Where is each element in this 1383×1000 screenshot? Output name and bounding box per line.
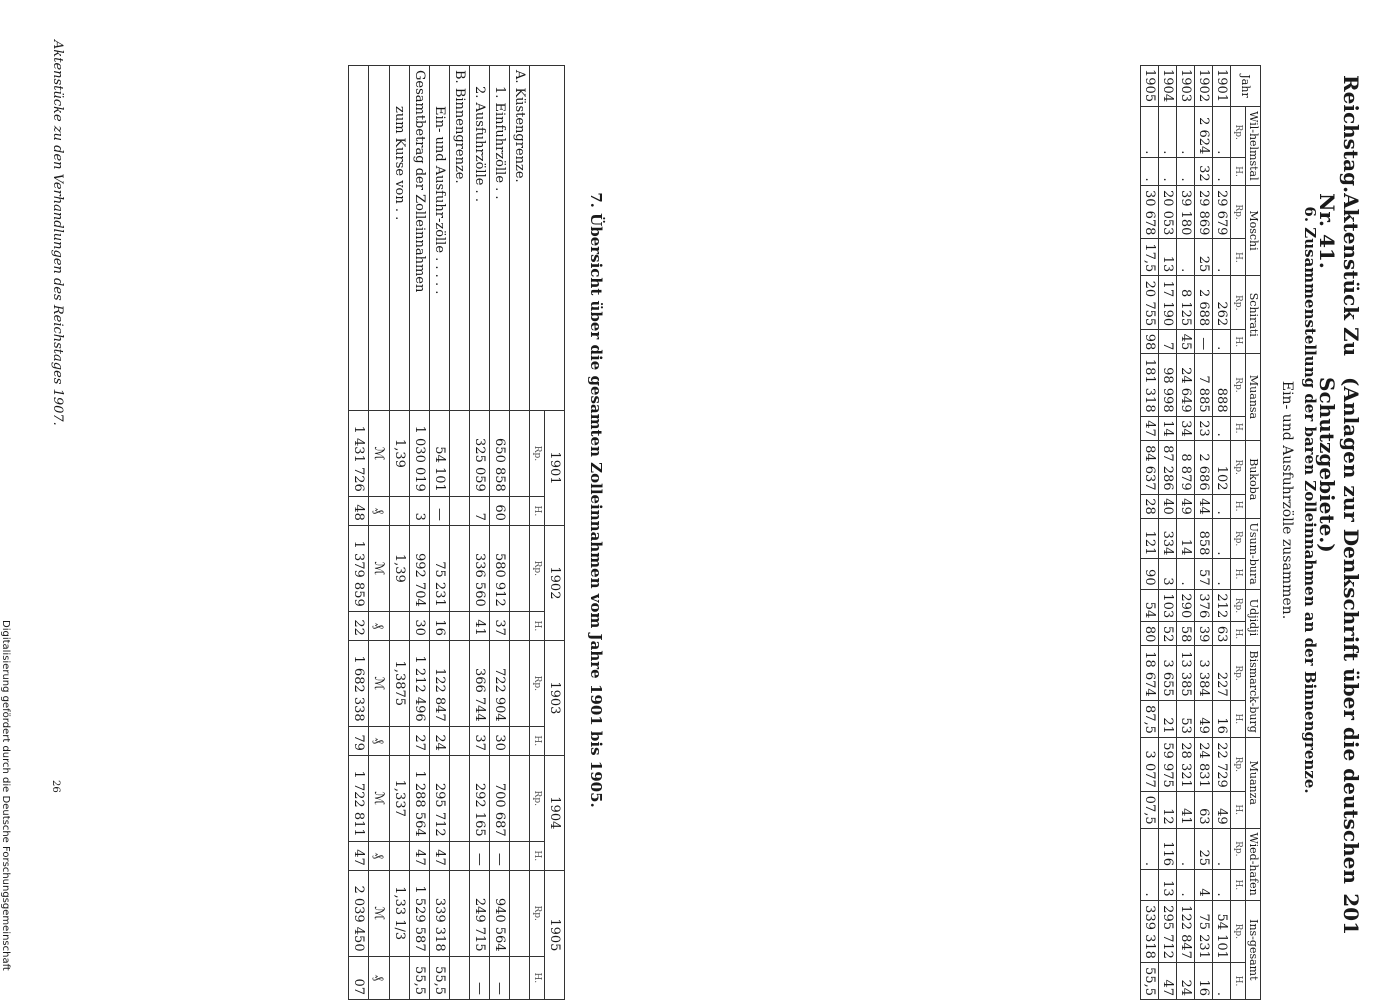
unit-rp: Rp. [530,870,545,956]
table-cell: 29 679 [1213,185,1231,239]
table-cell: 59 975 [1159,737,1177,791]
table-cell: 45 [1177,330,1195,354]
col-header: Wied-hafen [1246,828,1261,900]
unit-h: H. [1231,158,1246,185]
table-cell: . [1177,828,1195,869]
year-header: 1905 [545,870,565,999]
table-cell: 54 [1141,589,1159,622]
table-cell [450,726,470,755]
col-header: Udjidji [1246,589,1261,646]
dfg-credit: Digitalisierung gefördert durch die Deutsche Forschungsgemeinschaft [0,620,11,971]
table-cell: 07,5 [1141,791,1159,828]
table-cell: 295 712 [430,755,450,841]
row-label: Ein- und Ausfuhr-zölle . . . . . [430,66,450,411]
table-row [1177,66,1195,1000]
table-cell: 57 [1195,559,1213,589]
table-cell: 54 101 [1213,900,1231,962]
table-cell: 84 637 [1141,440,1159,494]
table-cell: 58 [1177,622,1195,646]
unit-h: H. [530,726,545,755]
table-cell: 121 [1141,518,1159,559]
table-cell: . [1177,158,1195,185]
col-header: Bismarck-burg [1246,646,1261,738]
table-cell: 49 [1213,791,1231,828]
section6-subtitle: Ein- und Ausfuhrzölle zusammen. [1279,380,1295,620]
table-cell: . [1141,828,1159,869]
table-cell [390,726,410,755]
table-cell: 47 [349,841,369,870]
table-cell: 122 847 [1177,900,1195,962]
table-cell: 325 059 [470,411,490,497]
table-cell: 20 755 [1141,276,1159,330]
year-header: 1904 [545,755,565,870]
row-label: zum Kurse von . . [390,66,410,411]
table-cell: . [1213,962,1231,999]
table-cell: . [1159,158,1177,185]
table-cell: . [1213,330,1231,354]
table-cell: 334 [1159,518,1177,559]
table-cell [510,640,530,726]
section7-body [349,66,530,1000]
table-cell: 16 [430,611,450,640]
table-cell: 75 231 [1195,900,1213,962]
table-cell [450,755,470,841]
section7-table [348,65,565,1000]
table-cell: 2 624 [1195,107,1213,158]
unit-h: H. [1231,330,1246,354]
unit-h: H. [1231,494,1246,518]
table-cell: . [1141,870,1159,901]
table-cell: 87 286 [1159,440,1177,494]
table-cell: ₰ [369,956,390,999]
table-cell: 29 869 [1195,185,1213,239]
table-cell: 7 [1159,330,1177,354]
table-cell: . [1213,518,1231,559]
table-row [490,66,510,1000]
table-cell: 7 885 [1195,354,1213,416]
table-cell: 98 [1141,330,1159,354]
table-cell: 25 [1195,239,1213,276]
table-row [510,66,530,1000]
table-cell: 24 649 [1177,354,1195,416]
table-cell [390,841,410,870]
table-cell: 249 715 [470,870,490,956]
table-cell [450,611,470,640]
table-cell: 39 [1195,622,1213,646]
table-cell: ℳ [369,640,390,726]
table-row [1213,66,1231,1000]
table-cell: 75 231 [430,525,450,611]
table-cell: 290 [1177,589,1195,622]
table-cell: 30 [490,726,510,755]
unit-rp: Rp. [1231,185,1246,239]
table-cell: 30 678 [1141,185,1159,239]
unit-h: H. [1231,870,1246,901]
table-cell: 2 686 [1195,440,1213,494]
unit-rp: Rp. [1231,737,1246,791]
table-cell: — [1195,330,1213,354]
unit-h: H. [1231,622,1246,646]
running-header [1315,75,1363,935]
section6-title: 6. Zusammenstellung der baren Zolleinnahmen an der Binnengrenze. [1301,206,1319,794]
table-cell: 1 722 811 [349,755,369,841]
table-cell: 4 [1195,870,1213,901]
table-cell: . [1141,107,1159,158]
table-cell: 24 [1177,962,1195,999]
table-cell: 3 655 [1159,646,1177,700]
table-cell: 90 [1141,559,1159,589]
table-cell: . [1177,559,1195,589]
table-row [349,66,369,1000]
table-cell: ℳ [369,411,390,497]
section6-table [1140,65,1261,1000]
table-cell: 366 744 [470,640,490,726]
unit-rp: Rp. [1231,646,1246,700]
table-cell: 2 688 [1195,276,1213,330]
unit-h: H. [1231,962,1246,999]
footer-mark: 26 [50,780,61,793]
unit-rp: Rp. [1231,589,1246,622]
table-cell: 339 318 [430,870,450,956]
header-left: Reichstag. [1339,75,1363,194]
unit-rp: Rp. [1231,354,1246,416]
table-cell: ₰ [369,841,390,870]
table-cell: 39 180 [1177,185,1195,239]
col-header: Moschi [1246,185,1261,276]
table-cell: 17 190 [1159,276,1177,330]
table-cell: 1 212 496 [410,640,430,726]
table-row [1159,66,1177,1000]
unit-rp: Rp. [1231,107,1246,158]
table-cell [510,525,530,611]
table-cell: 28 321 [1177,737,1195,791]
table-cell [390,611,410,640]
section6-header-row [1246,66,1261,1000]
table-cell: 49 [1177,494,1195,518]
table-cell: 47 [1141,416,1159,440]
table-row [390,66,410,1000]
table-cell: ₰ [369,611,390,640]
table-cell: 53 [1177,700,1195,737]
table-cell: 23 [1195,416,1213,440]
table-cell: 41 [470,611,490,640]
table-cell: 80 [1141,622,1159,646]
col-header: Muanza [1246,737,1261,828]
table-cell: . [1213,870,1231,901]
table-cell: 858 [1195,518,1213,559]
table-cell: 1,337 [390,755,410,841]
section6-unit-row [1231,66,1246,1000]
table-cell: 650 858 [490,411,510,497]
table-cell [450,525,470,611]
table-cell: 122 847 [430,640,450,726]
table-cell [390,956,410,999]
col-header: Muansa [1246,354,1261,440]
table-cell: — [490,956,510,999]
unit-h: H. [530,956,545,999]
table-cell: . [1141,158,1159,185]
table-cell: 339 318 [1141,900,1159,962]
table-cell: ℳ [369,525,390,611]
row-label: A. Küstengrenze. [510,66,530,411]
section7-title: 7. Übersicht über die gesamten Zolleinnahmen vom Jahre 1901 bis 1905. [587,192,605,808]
table-cell: — [430,496,450,525]
table-cell: 47 [1159,962,1177,999]
table-cell: 47 [430,841,450,870]
unit-rp: Rp. [530,640,545,726]
table-cell: 44 [1195,494,1213,518]
table-cell [510,870,530,956]
table-cell: 22 [349,611,369,640]
table-row [1141,66,1159,1000]
table-cell [510,726,530,755]
table-cell: 49 [1195,700,1213,737]
table-cell [450,411,470,497]
table-cell: 87,5 [1141,700,1159,737]
unit-rp: Rp. [1231,440,1246,494]
table-cell: . [1213,239,1231,276]
table-cell: 12 [1159,791,1177,828]
table-cell: ₰ [369,726,390,755]
table-cell: 13 385 [1177,646,1195,700]
table-cell: — [490,841,510,870]
row-label [349,66,369,411]
table-cell: ℳ [369,755,390,841]
table-cell: 55,5 [430,956,450,999]
table-cell: 336 560 [470,525,490,611]
year-header: 1902 [545,525,565,640]
table-cell: 28 [1141,494,1159,518]
row-label: 1. Einfuhrzölle . . [490,66,510,411]
table-cell: 1 379 859 [349,525,369,611]
section7-header-row [545,66,565,1000]
table-cell: 54 101 [430,411,450,497]
table-cell: 37 [470,726,490,755]
year-cell: 1903 [1177,66,1195,107]
table-row [430,66,450,1000]
table-cell: . [1213,158,1231,185]
table-cell: 3 384 [1195,646,1213,700]
table-cell: 8 879 [1177,440,1195,494]
table-cell: 25 [1195,828,1213,869]
table-cell: 103 [1159,589,1177,622]
col-header: Schirati [1246,276,1261,354]
table-cell: 22 729 [1213,737,1231,791]
table-cell: 1 529 587 [410,870,430,956]
col-header: Usum-bura [1246,518,1261,589]
year-header: 1901 [545,411,565,526]
header-center: Aktenstück Zu Nr. 41. [1315,193,1363,357]
table-cell: 116 [1159,828,1177,869]
table-cell: 63 [1213,622,1231,646]
table-cell: . [1213,107,1231,158]
table-cell: 47 [410,841,430,870]
col-header: Jahr [1231,66,1261,107]
table-cell: 13 [1159,239,1177,276]
unit-h: H. [1231,559,1246,589]
table-cell: 102 [1213,440,1231,494]
table-cell: 37 [490,611,510,640]
table-cell: . [1213,559,1231,589]
table-cell: 07 [349,956,369,999]
table-cell: 3 [1159,559,1177,589]
table-cell: 262 [1213,276,1231,330]
table-cell: 295 712 [1159,900,1177,962]
table-cell: 700 687 [490,755,510,841]
table-cell: . [1177,239,1195,276]
label-col-header [530,66,565,411]
unit-h: H. [1231,416,1246,440]
table-cell: 41 [1177,791,1195,828]
table-cell: 63 [1195,791,1213,828]
table-cell: 60 [490,496,510,525]
table-cell: . [1177,107,1195,158]
table-cell: 14 [1177,518,1195,559]
table-cell: 13 [1159,870,1177,901]
table-cell: 3 077 [1141,737,1159,791]
table-cell: ℳ [369,870,390,956]
unit-rp: Rp. [530,525,545,611]
table-cell: . [1213,416,1231,440]
table-cell: 27 [410,726,430,755]
unit-rp: Rp. [1231,518,1246,559]
table-cell: 18 674 [1141,646,1159,700]
unit-h: H. [1231,700,1246,737]
table-cell: 1,3875 [390,640,410,726]
table-cell: 79 [349,726,369,755]
table-row [410,66,430,1000]
table-cell: 2 039 450 [349,870,369,956]
table-cell: 292 165 [470,755,490,841]
table-cell: . [1159,107,1177,158]
table-cell: 14 [1159,416,1177,440]
table-cell: 227 [1213,646,1231,700]
table-cell [390,496,410,525]
table-cell: 181 318 [1141,354,1159,416]
table-cell: 1,39 [390,525,410,611]
year-cell: 1902 [1195,66,1213,107]
table-row [369,66,390,1000]
table-cell: 212 [1213,589,1231,622]
year-header: 1903 [545,640,565,755]
table-cell: 992 704 [410,525,430,611]
year-cell: 1901 [1213,66,1231,107]
unit-h: H. [1231,791,1246,828]
col-header: Ins-gesamt [1246,900,1261,999]
row-label: Gesamtbetrag der Zolleinnahmen [410,66,430,411]
table-cell: 34 [1177,416,1195,440]
table-cell: . [1213,828,1231,869]
unit-h: H. [530,611,545,640]
table-cell [510,411,530,497]
table-cell: 16 [1195,962,1213,999]
table-cell: 48 [349,496,369,525]
row-label: B. Binnengrenze. [450,66,470,411]
section6-body [1141,66,1231,1000]
table-cell: 55,5 [1141,962,1159,999]
unit-rp: Rp. [530,755,545,841]
table-cell: 1 288 564 [410,755,430,841]
table-cell: 24 [430,726,450,755]
table-cell: 1,33 1/3 [390,870,410,956]
table-cell: 30 [410,611,430,640]
table-cell [510,611,530,640]
table-cell: 940 564 [490,870,510,956]
table-cell [450,870,470,956]
table-cell: 888 [1213,354,1231,416]
table-row [1195,66,1213,1000]
table-cell [510,755,530,841]
table-cell: 1 682 338 [349,640,369,726]
unit-h: H. [530,841,545,870]
col-header: Wil-helmstal [1246,107,1261,186]
table-cell [450,956,470,999]
unit-h: H. [530,496,545,525]
header-right: (Anlagen zur Denkschrift über die deutschen Schutzgebiete.) [1315,377,1363,884]
unit-rp: Rp. [1231,900,1246,962]
row-label: 2. Ausfuhrzölle . . [470,66,490,411]
table-cell: 98 998 [1159,354,1177,416]
table-cell: 24 831 [1195,737,1213,791]
table-cell: 7 [470,496,490,525]
table-cell: 8 125 [1177,276,1195,330]
unit-rp: Rp. [530,411,545,497]
table-cell: 40 [1159,494,1177,518]
table-cell: 21 [1159,700,1177,737]
table-cell: 1 431 726 [349,411,369,497]
table-cell: — [470,956,490,999]
page-number: 201 [1339,893,1363,935]
table-cell: 17,5 [1141,239,1159,276]
table-cell: . [1177,870,1195,901]
table-cell [510,841,530,870]
table-cell: 580 912 [490,525,510,611]
table-cell: . [1213,494,1231,518]
table-cell: 20 053 [1159,185,1177,239]
unit-rp: Rp. [1231,276,1246,330]
table-cell: 1 030 019 [410,411,430,497]
unit-h: H. [1231,239,1246,276]
table-cell [450,841,470,870]
table-cell [450,496,470,525]
table-cell: 55,5 [410,956,430,999]
footer-text: Aktenstücke zu den Verhandlungen des Reichstages 1907. [50,40,65,426]
col-header: Bukoba [1246,440,1261,518]
row-label [369,66,390,411]
table-cell [510,496,530,525]
table-row [450,66,470,1000]
table-cell [450,640,470,726]
table-cell: ₰ [369,496,390,525]
table-cell: 16 [1213,700,1231,737]
table-cell [510,956,530,999]
table-cell: 3 [410,496,430,525]
table-row [470,66,490,1000]
table-cell: 722 904 [490,640,510,726]
year-cell: 1904 [1159,66,1177,107]
unit-rp: Rp. [1231,828,1246,869]
table-cell: 52 [1159,622,1177,646]
table-cell: 376 [1195,589,1213,622]
table-cell: 32 [1195,158,1213,185]
year-cell: 1905 [1141,66,1159,107]
table-cell: — [470,841,490,870]
table-cell: 1,39 [390,411,410,497]
